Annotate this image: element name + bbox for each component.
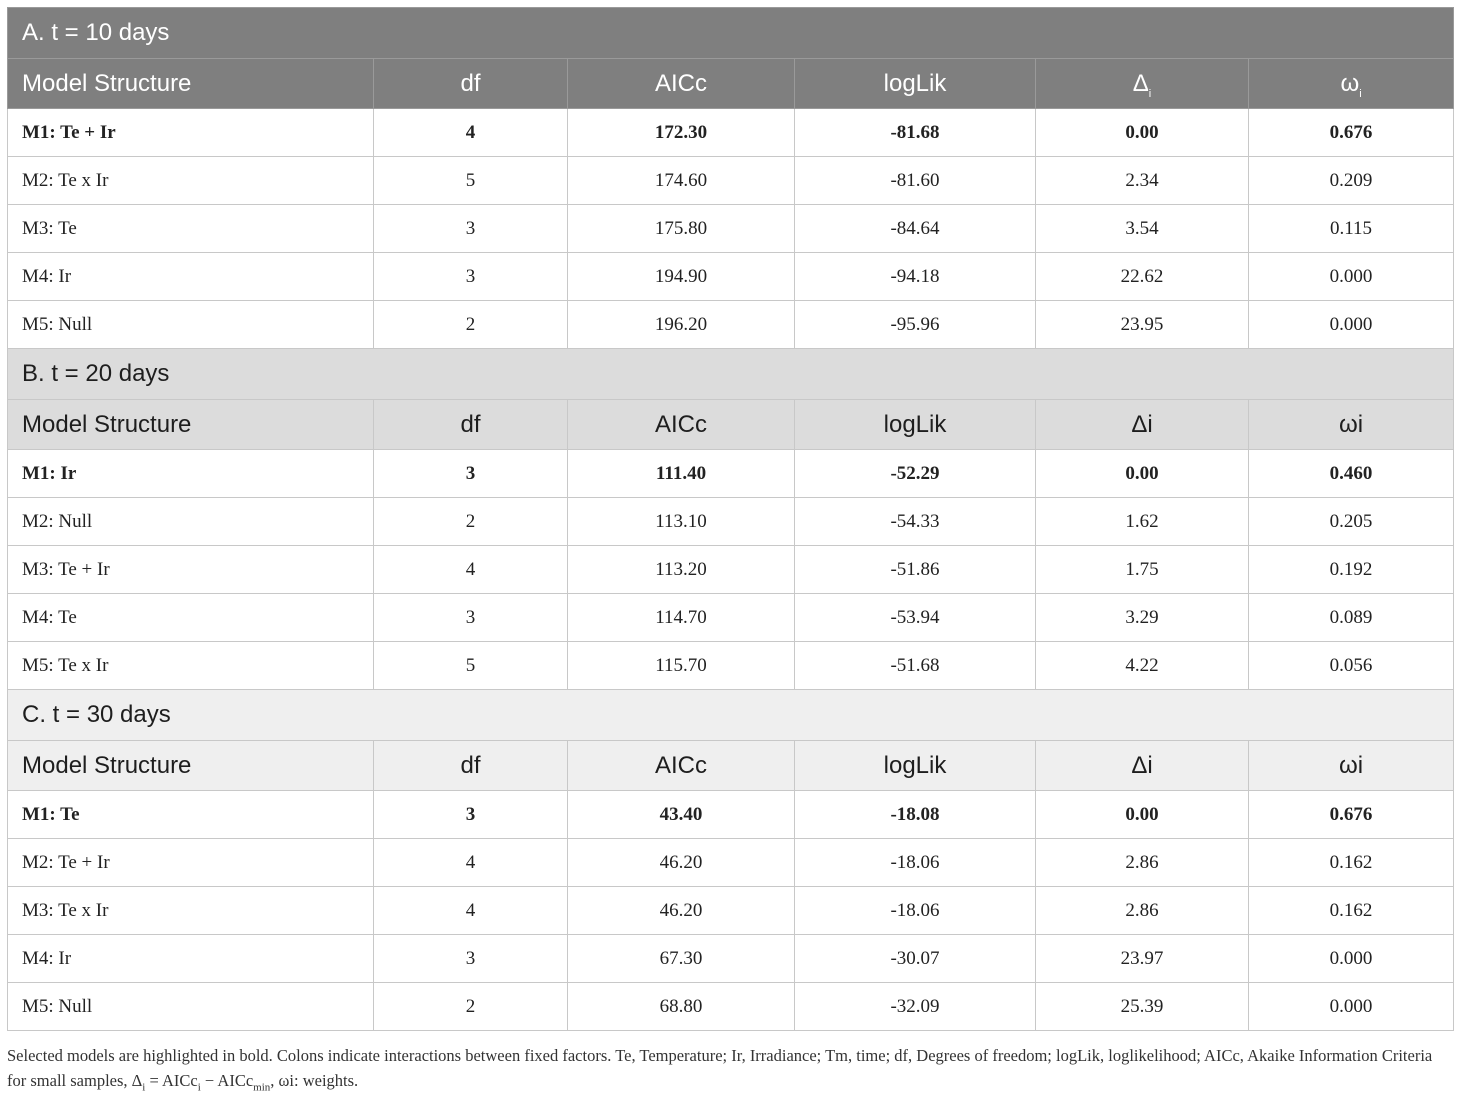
footnote-sub: i — [142, 1081, 146, 1094]
table-cell: -54.33 — [795, 498, 1036, 546]
table-cell: 113.20 — [568, 546, 795, 594]
column-header-row — [8, 400, 1454, 450]
table-cell: 2.86 — [1036, 887, 1249, 935]
table-cell: M3: Te + Ir — [8, 546, 374, 594]
column-header: logLik — [795, 741, 1036, 791]
table-cell: 115.70 — [568, 642, 795, 690]
model-selection-table-container — [7, 7, 1453, 1031]
table-cell: 0.115 — [1249, 205, 1454, 253]
section-b-rows — [8, 450, 1454, 690]
table-cell: -53.94 — [795, 594, 1036, 642]
footnote-sub: i — [197, 1081, 201, 1094]
table-cell: 0.00 — [1036, 791, 1249, 839]
footnote-sub: min — [253, 1081, 271, 1094]
table-cell: 3.54 — [1036, 205, 1249, 253]
table-cell: 0.205 — [1249, 498, 1454, 546]
table-cell: -84.64 — [795, 205, 1036, 253]
table-cell: 175.80 — [568, 205, 795, 253]
section-title: B. t = 20 days — [8, 349, 1454, 400]
column-header: df — [374, 400, 568, 450]
column-header: df — [374, 741, 568, 791]
table-cell: -30.07 — [795, 935, 1036, 983]
table-cell: 172.30 — [568, 109, 795, 157]
table-cell: 113.10 — [568, 498, 795, 546]
column-header-row — [8, 59, 1454, 109]
table-cell: -52.29 — [795, 450, 1036, 498]
table-cell: 0.676 — [1249, 109, 1454, 157]
table-cell: 111.40 — [568, 450, 795, 498]
table-row — [8, 887, 1454, 935]
table-cell: -95.96 — [795, 301, 1036, 349]
table-row — [8, 983, 1454, 1031]
column-header-row — [8, 741, 1454, 791]
table-cell: 5 — [374, 642, 568, 690]
table-cell: 114.70 — [568, 594, 795, 642]
column-header: $\omega_i$ — [1249, 59, 1454, 109]
column-header: ωi — [1249, 741, 1454, 791]
table-cell: 2.34 — [1036, 157, 1249, 205]
table-cell: 23.97 — [1036, 935, 1249, 983]
table-cell: M2: Te x Ir — [8, 157, 374, 205]
table-cell: 0.460 — [1249, 450, 1454, 498]
table-cell: 4.22 — [1036, 642, 1249, 690]
table-cell: M2: Te + Ir — [8, 839, 374, 887]
table-cell: 0.00 — [1036, 109, 1249, 157]
table-cell: 174.60 — [568, 157, 795, 205]
table-cell: 2 — [374, 498, 568, 546]
table-cell: 68.80 — [568, 983, 795, 1031]
table-cell: 25.39 — [1036, 983, 1249, 1031]
table-cell: 0.00 — [1036, 450, 1249, 498]
table-row — [8, 791, 1454, 839]
table-row — [8, 935, 1454, 983]
table-cell: M4: Ir — [8, 253, 374, 301]
column-header: Model Structure — [8, 59, 374, 109]
table-cell: 0.089 — [1249, 594, 1454, 642]
table-cell: 22.62 — [1036, 253, 1249, 301]
column-header: $\Delta_i$ — [1036, 59, 1249, 109]
column-header: Δi — [1036, 741, 1249, 791]
table-cell: M1: Te + Ir — [8, 109, 374, 157]
section-b — [8, 349, 1454, 450]
column-header: AICc — [568, 59, 795, 109]
table-cell: 4 — [374, 887, 568, 935]
table-row — [8, 450, 1454, 498]
table-cell: 3 — [374, 935, 568, 983]
table-cell: 0.056 — [1249, 642, 1454, 690]
section-title: A. t = 10 days — [8, 8, 1454, 59]
table-cell: 3 — [374, 205, 568, 253]
table-cell: -81.68 — [795, 109, 1036, 157]
section-a-rows — [8, 109, 1454, 349]
table-cell: M5: Te x Ir — [8, 642, 374, 690]
table-cell: 0.162 — [1249, 839, 1454, 887]
table-cell: M5: Null — [8, 301, 374, 349]
section-a — [8, 8, 1454, 109]
table-cell: M4: Te — [8, 594, 374, 642]
column-header: logLik — [795, 59, 1036, 109]
table-cell: -18.06 — [795, 839, 1036, 887]
table-cell: M3: Te x Ir — [8, 887, 374, 935]
column-header: Δi — [1036, 400, 1249, 450]
column-header: Model Structure — [8, 400, 374, 450]
table-row — [8, 498, 1454, 546]
footnote-text: , ωi: weights. — [270, 1071, 359, 1090]
table-cell: 5 — [374, 157, 568, 205]
table-cell: 0.676 — [1249, 791, 1454, 839]
table-row — [8, 205, 1454, 253]
table-cell: -94.18 — [795, 253, 1036, 301]
table-cell: 196.20 — [568, 301, 795, 349]
table-cell: 0.209 — [1249, 157, 1454, 205]
table-cell: -51.68 — [795, 642, 1036, 690]
table-cell: 43.40 — [568, 791, 795, 839]
footnote-text: = AICc — [145, 1071, 198, 1090]
table-row — [8, 839, 1454, 887]
column-header: df — [374, 59, 568, 109]
table-cell: -18.08 — [795, 791, 1036, 839]
table-cell: 23.95 — [1036, 301, 1249, 349]
footnote-text: Selected models are highlighted in bold. Colons indicate interactions between fixed factors. Te, Temperature; Ir, Irradiance; Tm, time; df, Degrees of freedom; logLik, loglikelihood; AICc, Akaike Information Criteria for small samples, Δ — [7, 1046, 1433, 1090]
table-row — [8, 301, 1454, 349]
table-cell: M2: Null — [8, 498, 374, 546]
section-c — [8, 690, 1454, 791]
column-header: AICc — [568, 741, 795, 791]
table-cell: -18.06 — [795, 887, 1036, 935]
footnote-text: − AICc — [200, 1071, 254, 1090]
table-cell: M1: Te — [8, 791, 374, 839]
table-cell: 0.000 — [1249, 301, 1454, 349]
table-cell: M1: Ir — [8, 450, 374, 498]
table-cell: 67.30 — [568, 935, 795, 983]
table-cell: 1.75 — [1036, 546, 1249, 594]
table-cell: 4 — [374, 109, 568, 157]
table-footnote — [7, 1043, 1453, 1093]
table-cell: M4: Ir — [8, 935, 374, 983]
table-cell: -32.09 — [795, 983, 1036, 1031]
table-cell: 46.20 — [568, 887, 795, 935]
table-row — [8, 109, 1454, 157]
section-c-rows — [8, 791, 1454, 1031]
table-cell: 0.000 — [1249, 935, 1454, 983]
column-header: AICc — [568, 400, 795, 450]
table-cell: 4 — [374, 546, 568, 594]
table-row — [8, 642, 1454, 690]
table-cell: 2 — [374, 301, 568, 349]
table-cell: 2 — [374, 983, 568, 1031]
table-cell: 3 — [374, 594, 568, 642]
table-cell: 1.62 — [1036, 498, 1249, 546]
table-cell: 46.20 — [568, 839, 795, 887]
table-cell: 2.86 — [1036, 839, 1249, 887]
table-cell: 3 — [374, 791, 568, 839]
table-cell: 194.90 — [568, 253, 795, 301]
table-cell: -81.60 — [795, 157, 1036, 205]
column-header: ωi — [1249, 400, 1454, 450]
section-title: C. t = 30 days — [8, 690, 1454, 741]
table-cell: 0.000 — [1249, 253, 1454, 301]
table-cell: 4 — [374, 839, 568, 887]
table-row — [8, 253, 1454, 301]
table-cell: 0.162 — [1249, 887, 1454, 935]
table-cell: -51.86 — [795, 546, 1036, 594]
table-cell: 3.29 — [1036, 594, 1249, 642]
model-selection-table — [7, 7, 1454, 1031]
table-row — [8, 157, 1454, 205]
table-cell: 3 — [374, 450, 568, 498]
column-header: Model Structure — [8, 741, 374, 791]
table-cell: M3: Te — [8, 205, 374, 253]
table-row — [8, 546, 1454, 594]
column-header: logLik — [795, 400, 1036, 450]
table-row — [8, 594, 1454, 642]
table-cell: 3 — [374, 253, 568, 301]
table-cell: 0.000 — [1249, 983, 1454, 1031]
table-cell: 0.192 — [1249, 546, 1454, 594]
table-cell: M5: Null — [8, 983, 374, 1031]
